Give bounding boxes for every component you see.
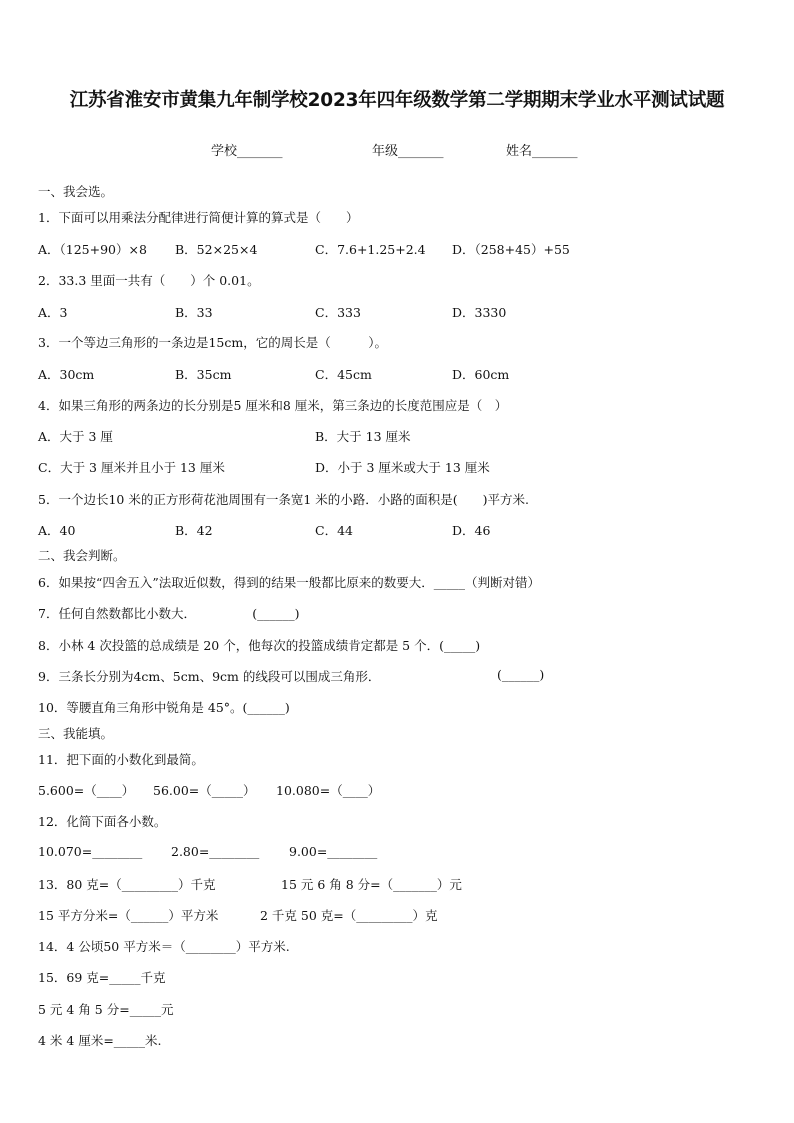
question-11-item-c: 10.080=（____）: [276, 783, 381, 798]
name-field: 姓名_______: [506, 144, 578, 159]
question-13-item-c: 15 平方分米=（______）平方米: [38, 908, 219, 923]
section-heading-3: 三、我能填。: [38, 726, 114, 741]
question-15-item-b: 5 元 4 角 5 分=_____元: [38, 1002, 174, 1017]
question-4-option-b: B．大于 13 厘米: [315, 429, 411, 444]
question-5-option-b: B．42: [175, 523, 213, 538]
question-14: 14．4 公顷50 平方米＝（________）平方米.: [38, 939, 290, 954]
question-4-option-d: D．小于 3 厘米或大于 13 厘米: [315, 460, 490, 475]
question-11-item-b: 56.00=（_____）: [153, 783, 256, 798]
question-2-option-b: B．33: [175, 305, 213, 320]
question-4-option-c: C．大于 3 厘米并且小于 13 厘米: [38, 460, 225, 475]
question-5-stem: 5．一个边长10 米的正方形荷花池周围有一条宽1 米的小路．小路的面积是( )平方米.: [38, 492, 529, 507]
question-3-option-a: A．30cm: [38, 367, 95, 382]
question-12-item-a: 10.070=________: [38, 844, 143, 859]
question-1-option-c: C．7.6+1.25+2.4: [315, 242, 426, 257]
question-12-item-b: 2.80=________: [171, 844, 260, 859]
question-12-stem: 12．化简下面各小数。: [38, 814, 167, 829]
question-15-item-c: 4 米 4 厘米=_____米.: [38, 1033, 162, 1048]
question-9: 9．三条长分别为4cm、5cm、9cm 的线段可以围成三角形．: [38, 669, 381, 684]
page-title: 江苏省淮安市黄集九年制学校2023年四年级数学第二学期期末学业水平测试试题: [69, 90, 725, 111]
question-2-option-a: A．3: [38, 305, 68, 320]
question-11-stem: 11．把下面的小数化到最简。: [38, 752, 204, 767]
question-1-option-a: A．（125+90）×8: [38, 242, 147, 257]
question-5-option-c: C．44: [315, 523, 353, 538]
question-7: 7．任何自然数都比小数大． (______): [38, 606, 300, 621]
question-8: 8．小林 4 次投篮的总成绩是 20 个，他每次的投篮成绩肯定都是 5 个．(_____): [38, 638, 481, 653]
question-9-blank: (______): [497, 667, 545, 682]
question-2-stem: 2．33.3 里面一共有（ ）个 0.01。: [38, 273, 260, 288]
question-1-option-d: D．（258+45）+55: [452, 242, 570, 257]
question-2-option-c: C．333: [315, 305, 361, 320]
question-1-stem: 1．下面可以用乘法分配律进行简便计算的算式是（ ）: [38, 210, 359, 225]
section-heading-1: 一、我会选。: [38, 184, 114, 199]
question-13-item-a: 13．80 克=（_________）千克: [38, 877, 216, 892]
question-2-option-d: D．3330: [452, 305, 507, 320]
question-10: 10．等腰直角三角形中锐角是 45°。(______): [38, 700, 290, 715]
grade-field: 年级_______: [372, 144, 444, 159]
question-3-option-b: B．35cm: [175, 367, 232, 382]
question-13-item-b: 15 元 6 角 8 分=（_______）元: [281, 877, 462, 892]
school-field: 学校_______: [211, 144, 283, 159]
question-13-item-d: 2 千克 50 克=（_________）克: [260, 908, 438, 923]
question-1-option-b: B．52×25×4: [175, 242, 258, 257]
question-5-option-a: A．40: [38, 523, 76, 538]
question-11-item-a: 5.600=（____）: [38, 783, 135, 798]
question-3-option-c: C．45cm: [315, 367, 372, 382]
question-4-option-a: A．大于 3 厘: [38, 429, 113, 444]
question-3-stem: 3．一个等边三角形的一条边是15cm，它的周长是（ ）。: [38, 335, 387, 350]
question-12-item-c: 9.00=________: [289, 844, 378, 859]
question-3-option-d: D．60cm: [452, 367, 510, 382]
question-5-option-d: D．46: [452, 523, 491, 538]
question-4-stem: 4．如果三角形的两条边的长分别是5 厘米和8 厘米，第三条边的长度范围应是（ ）: [38, 398, 508, 413]
question-15-item-a: 15．69 克=_____千克: [38, 970, 166, 985]
question-6: 6．如果按“四舍五入”法取近似数，得到的结果一般都比原来的数要大．_____（判断对错）: [38, 575, 540, 590]
section-heading-2: 二、我会判断。: [38, 548, 126, 563]
